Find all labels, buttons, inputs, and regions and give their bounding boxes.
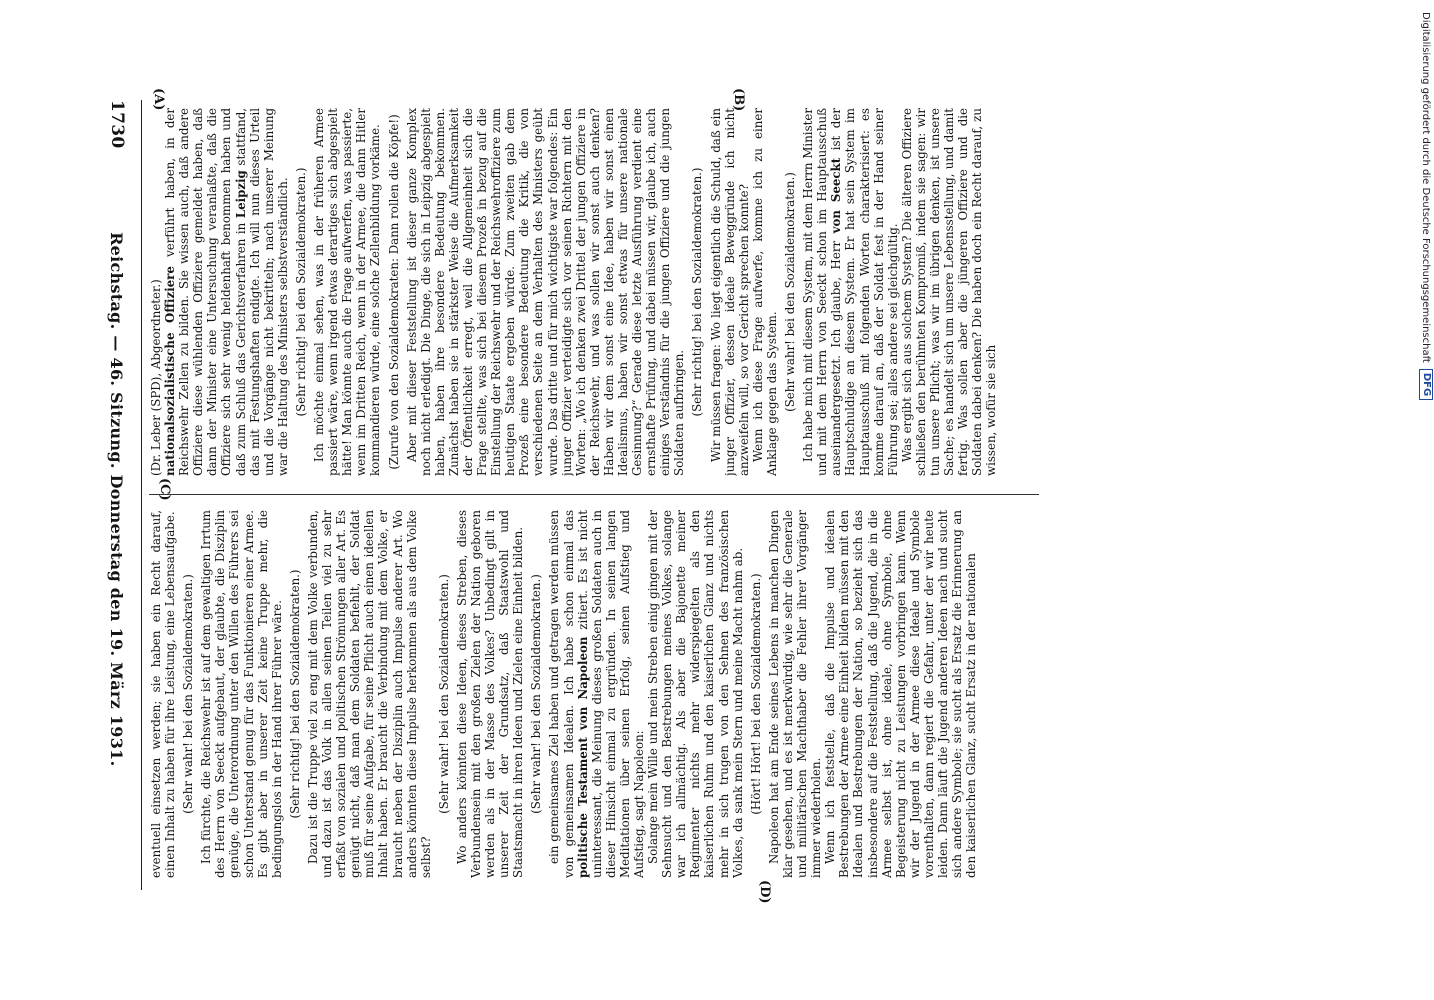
interjection: (Sehr wahr! bei den Sozialdemokraten.) [436,574,451,814]
interjection: (Sehr richtig! bei den Sozialdemokraten.) [287,569,302,819]
margin-letter-b: (B) [731,88,746,112]
paragraph: Was ergibt sich aus solchem System? Die älteren Offiziere schließen den berühmten Kompromiß, indem sie sagen: wir tun unsere Pflicht; was wir im übrigen denken, ist unsere Sache; es handelt sich um unsere Lebensstellung, und damit fertig. Was sollen aber die jüngeren Offiziere und die Soldaten dabei denken? Die haben doch ein Recht darauf, zu wissen, wofür sie sich [899,108,999,476]
paragraph [547,510,646,878]
paragraph: Ich fürchte, die Reichswehr ist auf dem gewaltigen Irrtum des Herrn von Seeckt aufgebaut, der glaubte, die Disziplin genüge, die Unterordnung unter den Willen des Führers sei schon Unterstand genug für das Funktionieren einer Armee. Es gibt aber in unserer Zeit keine Truppe mehr, die bedingungslos in der Hand ihrer Führer wäre. [199,510,284,878]
paragraph: Wenn ich feststelle, daß die Impulse und idealen Bestrebungen der Armee eine Einheit bilden müssen mit den Idealen und Bestrebungen der Nation, so bezieht sich das insbesondere auf die Feststellung, daß die Jugend, die in die Armee selbst ist, ohne ideale, ohne Symbole, ohne Begeisterung nicht zu Leistungen vorbringen kann. Wenn wir der Jugend in der Armee diese Ideale und Symbole vorenthalten, dann regiert die Gefahr, unter der wir heute leiden. Dann läuft die Jugend anderen Ideen nach und sucht sich andere Symbole; sie sucht als Ersatz die Erinnerung an den kaiserlichen Glanz, sucht Ersatz in der nationalen [823,510,979,878]
bold-term: von Seeckt [829,157,844,234]
interjection: (Sehr richtig! bei den Sozialdemokraten.) [690,167,705,417]
paragraph: Aber mit dieser Feststellung ist dieser ganze Komplex noch nicht erledigt. Die Dinge, die sich in Leipzig abgespielt haben, haben ihre besondere Bedeutung bekommen. Zunächst haben sie in stärkster Weise die Aufmerksamkeit der Öffentlichkeit erregt, weil die Allgemeinheit sich die Frage stellte, was sich bei diesem Prozeß in bezug auf die Einstellung der Reichswehr und der Reichswehroffiziere zum heutigen Staate ergeben würde. Zum zweiten gab dem Prozeß eine besondere Bedeutung die Kritik, die von verschiedenen Seite an dem Verhalten des Ministers geübt wurde. Das dritte und für mich wichtigste war folgendes: Ein junger Offizier verteidigte sich vor seinen Richtern mit den Worten: „Wo ich denken zwei Drittel der jungen Offiziere in der Reichswehr, und was sollen wir sonst auch denken? Haben wir dem sonst eine Idee, haben wir sonst einen Idealismus, haben wir sonst etwas für unsere nationale Gesinnung?“ Gerade diese letzte Ausführung verdient eine ernsthafte Prüfung, und dabei müssen wir, glaube ich, auch einiges Verständnis für die jungen Offiziere und die jungen Soldaten aufbringen. [404,108,687,476]
paragraph: Wenn ich diese Frage aufwerfe, komme ich zu einer Anklage gegen das System. [750,108,779,476]
paragraph: Ich möchte einmal sehen, was in der früheren Armee passiert wäre, wenn irgend etwas derartiges sich abgespielt hätte! Man könnte auch die Frage aufwerfen, was passierte, wenn im Dritten Reich, wenn in der Armee, die dann Hitler kommandieren würde, eine solche Zellenbildung vorkäme. [312,108,383,476]
text-run: zitiert. Es ist nicht uninteressant, die Meinung dieses großen Soldaten auch in dieser Hinsicht einmal zu ergründen. In seinen langen Meditationen über seinen Erfolg, seinen Aufstieg und Aufstieg, sagt Napoleon: [575,510,646,878]
text-run: ist der Hauptschuldige an diesem System. Er hat sein System im Hauptausschuß mit folgenden Worten charakterisiert: es komme darauf an, daß der Soldat fest in der Hand seiner Führung sei; alles andere sei gleichgültig. [829,108,900,476]
text-run: ein gemeinsames Ziel haben und getragen werden müssen von gemeinsamen Idealen. Ich habe schon einmal das [547,510,576,878]
interjection: (Sehr wahr! bei den Sozialdemokraten.) [783,172,798,412]
running-title: Reichstag. — 46. Sitzung. Donnerstag den 19. März 1931. [107,232,127,767]
paragraph: Dazu ist die Truppe viel zu eng mit dem Volke verbunden, und dazu ist das Volk in allen seinen Teilen viel zu sehr erfaßt von sozialen und politischen Strömungen aller Art. Es genügt nicht, daß man dem Soldaten befiehlt, der Soldat muß für seine Aufgabe, für seine Pflicht auch einen ideellen Inhalt haben. Er braucht die Verbindung mit dem Volke, er braucht neben der Disziplin auch Impulse anderer Art. Wo anders könnten diese Impulse herkommen als aus dem Volke selbst? [305,510,433,878]
paragraph: Napoleon hat am Ende seines Lebens in manchen Dingen klar gesehen, und es ist merkwürdig, wie sehr die Generale und militärischen Machthaber die Fehler ihrer Vorgänger immer wiederholen. [766,510,824,878]
digitization-credit [1418,12,1434,992]
margin-letter-d: (D) [757,880,772,904]
bold-term: nationalsozialistische Offiziere [163,266,178,476]
paragraph: eventuell einsetzen werden; sie haben ein Recht darauf, einen Inhalt zu haben für ihre Leistung, eine Lebensaufgabe. [149,510,178,878]
margin-letter-a: (A) [151,88,166,111]
interjection: (Sehr richtig! bei den Sozialdemokraten.) [293,167,308,417]
text-run: Ich habe mich mit diesem System, mit dem Herrn Minister und mit dem Herrn von Seeckt schon im Hauptausschuß auseinandergesetzt. Ich glaube, Herr [801,108,844,476]
text-run: stattfand, das mit Festungshaften endigte. Ich will nun dieses Urteil und die Vorgänge nicht bekritteln; nach unserer Meinung war die Haltung des Ministers selbstverständlich. [233,108,290,476]
interjection: (Sehr wahr! bei den Sozialdemokraten.) [529,574,544,814]
interjection: (Zurufe von den Sozialdemokraten: Dann rollen die Köpfe!) [386,114,401,470]
speaker-line: (Dr. Leber (SPD), Abgeordneter.) [149,279,163,476]
interjection: (Sehr wahr! bei den Sozialdemokraten.) [181,574,196,814]
bold-term: Leipzig [233,170,248,219]
header-rule [141,100,142,890]
text-run: verführt haben, in der Reichswehr Zellen zu bilden. Sie wissen auch, daß andere Offiziere diese wühlenden Offiziere gemeldet haben, daß dann der Minister eine Untersuchung veranlaßte, daß die Offiziere sich sehr wenig heldenhaft benommen haben und daß zum Schluß das Gerichtsverfahren in [163,108,248,476]
page-number: 1730 [107,100,127,149]
credit-text: Digitalisierung gefördert durch die Deutsche Forschungsgemeinschaft [1420,12,1432,363]
interjection: (Hört! Hört! bei den Sozialdemokraten.) [748,573,763,815]
quotation: Solange mein Wille und mein Streben einig gingen mit der Sehnsucht und den Bestrebungen meines Volkes, solange war ich allmächtig. Als aber die Bajonette meiner Regimenter nichts mehr widerspiegelten als den kaiserlichen Ruhm und den kaiserlichen Glanz und nichts mehr in sich trugen von den Sehnen des französischen Volkes, da sank mein Stern und meine Macht nahm ab. [646,510,745,878]
dfg-logo: DFG [1419,369,1433,400]
paragraph: Wir müssen fragen: Wo liegt eigentlich die Schuld, daß ein junger Offizier, dessen ideale Beweggründe ich nicht anzweifeln will, so vor Gericht sprechen konnte? [708,108,751,476]
paragraph [801,108,900,476]
paragraph: Wo anders könnten diese Ideen, dieses Streben, dieses Verbundensein mit den großen Zielen der Nation geboren werden als in der Masse des Volkes? Unbedingt gilt in unserer Zeit der Grundsatz, daß Staatswohl und Staatsmacht in ihren Ideen und Zielen eine Einheit bilden. [454,510,526,878]
margin-letter-c: (C) [157,478,172,501]
running-header [100,100,134,890]
left-column [149,108,1039,476]
right-column [149,510,1039,878]
column-divider [149,494,1039,495]
bold-term: politische Testament von Napoleon [575,636,590,878]
paragraph [149,108,290,476]
